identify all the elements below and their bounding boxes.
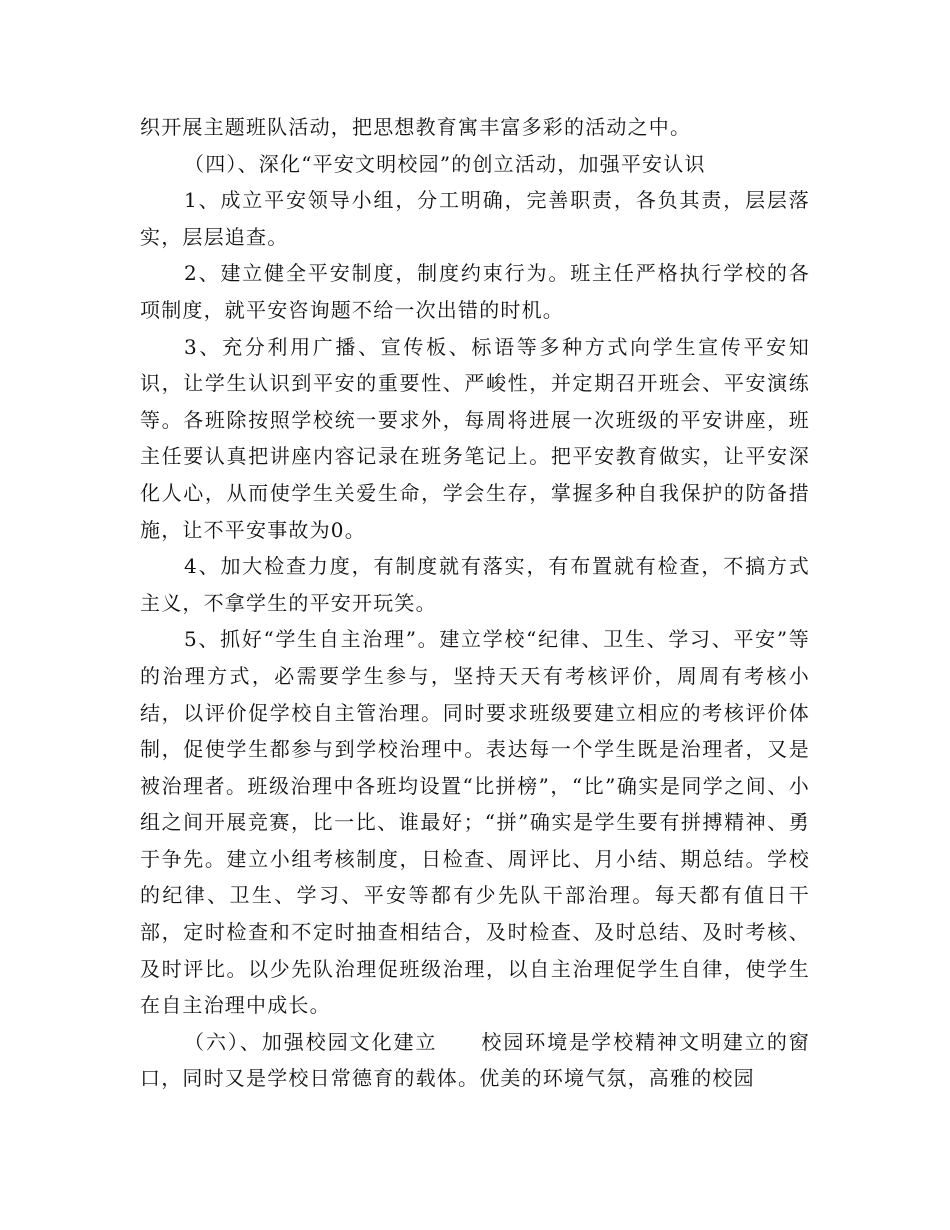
document-body (140, 109, 810, 1097)
paragraph-item-4: 4、加大检查力度，有制度就有落实，有布置就有检查，不搞方式主义，不拿学生的平安开玩笑。 (140, 554, 810, 615)
paragraph-item-3: 3、充分利用广播、宣传板、标语等多种方式向学生宣传平安知识，让学生认识到平安的重要性、严峻性，并定期召开班会、平安演练等。各班除按照学校统一要求外，每周将进展一次班级的平安讲座，班主任要认真把讲座内容记录在班务笔记上。把平安教育做实，让平安深化人心，从而使学生关爱生命，学会生存，掌握多种自我保护的防备措施，让不平安事故为0。 (140, 334, 810, 542)
section-heading-four: （四）、深化“平安文明校园”的创立活动，加强平安认识 (184, 151, 706, 176)
section-heading-six: （六）、加强校园文化建立 校园环境是学校精神文明建立的窗口，同时又是学校日常德育的载体。优美的环境气氛，高雅的校园 (140, 1029, 810, 1091)
paragraph-continuation: 织开展主题班队活动，把思想教育寓丰富多彩的活动之中。 (140, 115, 692, 139)
paragraph-item-1: 1、成立平安领导小组，分工明确，完善职责，各负其责，层层落实，层层追查。 (140, 188, 810, 249)
paragraph-item-5: 5、抓好“学生自主治理”。建立学校“纪律、卫生、学习、平安”等的治理方式，必需要学生参与，坚持天天有考核评价，周周有考核小结，以评价促学校自主管治理。同时要求班级要建立相应的考核评价体制，促使学生都参与到学校治理中。表达每一个学生既是治理者，又是被治理者。班级治理中各班均设置“比拼榜”，“比”确实是同学之间、小组之间开展竞赛，比一比、谁最好；“拼”确实是学生要有拼搏精神、勇于争先。建立小组考核制度，日检查、周评比、月小结、期总结。学校的纪律、卫生、学习、平安等都有少先队干部治理。每天都有值日干部，定时检查和不定时抽查相结合，及时检查、及时总结、及时考核、及时评比。以少先队治理促班级治理，以自主治理促学生自律，使学生在自主治理中成长。 (140, 627, 810, 1018)
paragraph-item-2: 2、建立健全平安制度，制度约束行为。班主任严格执行学校的各项制度，就平安咨询题不给一次出错的时机。 (140, 261, 810, 322)
